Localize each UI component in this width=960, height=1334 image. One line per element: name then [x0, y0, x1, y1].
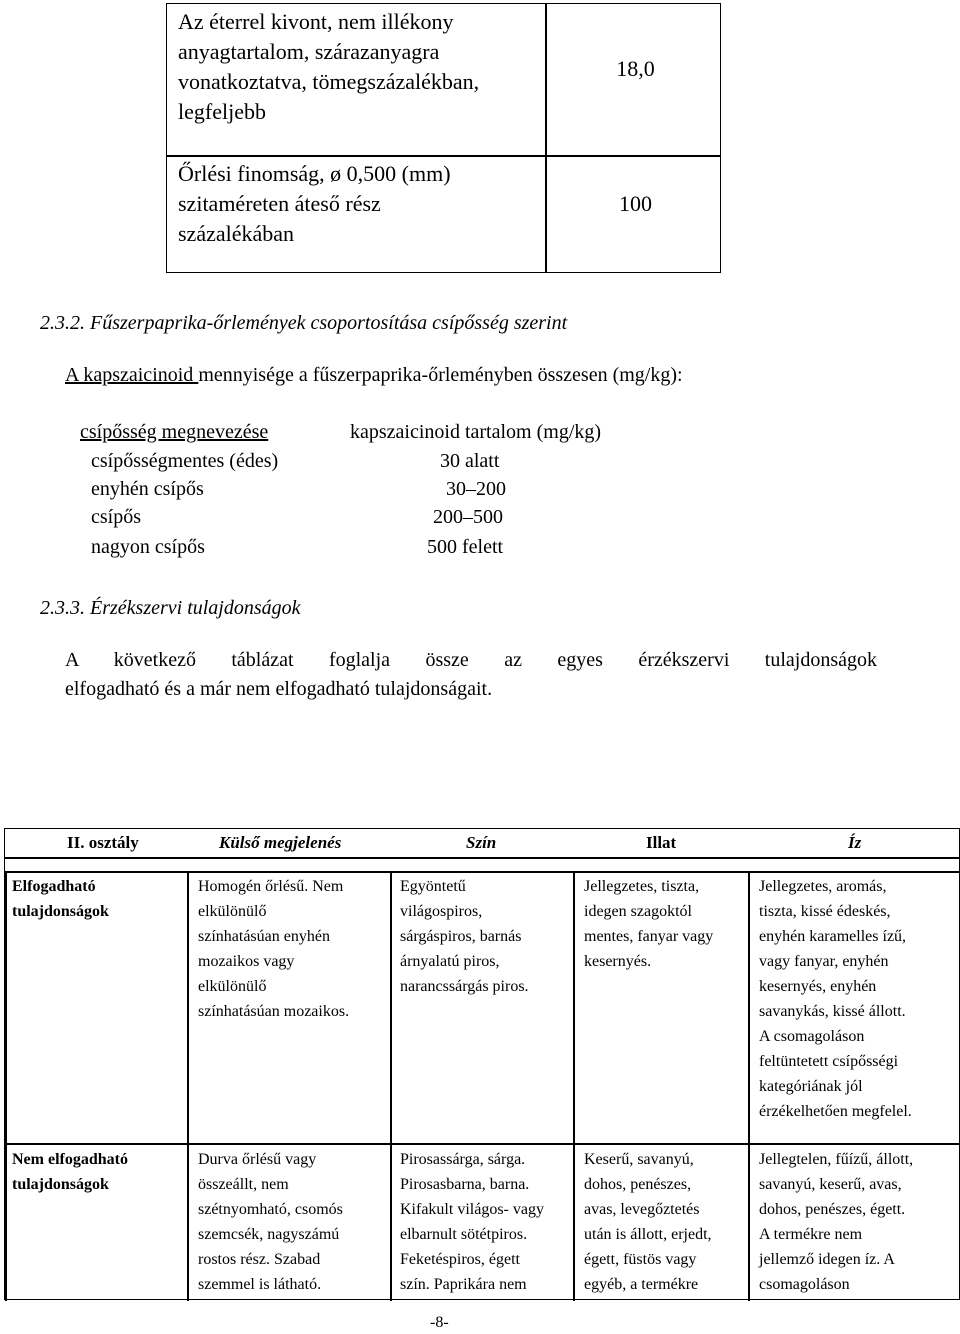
cell-line: után is állott, erjedt,	[584, 1226, 712, 1243]
table-divider	[748, 871, 750, 1301]
cell-line: színhatásúan mozaikos.	[198, 1003, 350, 1020]
intro-rest: mennyisége a fűszerpaprika-őrleményben összesen (mg/kg):	[198, 364, 683, 386]
cell-line: Durva őrlésű vagy	[198, 1151, 317, 1168]
page-number: -8-	[430, 1314, 449, 1331]
cell-line: csomagoláson	[759, 1276, 850, 1293]
cell-line: dohos, penészes, égett.	[759, 1201, 906, 1218]
cell-color	[400, 1147, 544, 1297]
grade-value: 30–200	[446, 478, 506, 500]
cell-line: árnyalatú piros,	[400, 953, 500, 970]
cell-line: összeállt, nem	[198, 1176, 289, 1193]
cell-line: szín. Paprikára nem	[400, 1276, 527, 1293]
cell-line: mozaikos vagy	[198, 953, 295, 970]
row-label-acceptable	[12, 874, 109, 924]
section-232-intro	[65, 364, 683, 387]
header-class: II. osztály	[67, 833, 139, 852]
cell-line: savanyú, keserű, avas,	[759, 1176, 902, 1193]
label-line: legfeljebb	[178, 99, 266, 124]
label-line: Nem elfogadható	[12, 1151, 128, 1168]
cell-line: érzékelhetően megfelel.	[759, 1103, 912, 1120]
cell-line: kesernyés, enyhén	[759, 978, 877, 995]
grade-value: 500 felett	[427, 536, 504, 558]
cell-line: Kifakult világos- vagy	[400, 1201, 544, 1218]
cell-line: szétnyomható, csomós	[198, 1201, 343, 1218]
cell-line: kategóriának jól	[759, 1078, 863, 1095]
cell-line: szemmel is látható.	[198, 1276, 322, 1293]
header-taste: Íz	[848, 833, 862, 852]
cell-line: Homogén őrlésű. Nem	[198, 878, 344, 895]
cell-line: feltüntetett csípősségi	[759, 1053, 899, 1070]
grade-name: csípős	[91, 506, 141, 528]
table-divider	[187, 871, 189, 1301]
grade-name: csípősségmentes (édes)	[91, 450, 279, 472]
table-divider	[5, 1143, 959, 1145]
cell-line: mentes, fanyar vagy	[584, 928, 714, 945]
cell-line: savanykás, kissé állott.	[759, 1003, 906, 1020]
cell-line: Jellegtelen, fűízű, állott,	[759, 1151, 914, 1168]
cell-smell	[584, 1147, 712, 1297]
table-divider	[5, 871, 7, 1301]
section-233-paragraph-line2: elfogadható és a már nem elfogadható tulajdonságait.	[65, 678, 493, 700]
cell-line: enyhén karamelles ízű,	[759, 928, 907, 945]
table-divider	[167, 155, 720, 157]
cell-line: Jellegzetes, aromás,	[759, 878, 887, 895]
row-label-not-acceptable	[12, 1147, 128, 1197]
row1-value: 18,0	[616, 56, 655, 81]
section-233-paragraph-line1: A következő táblázat foglalja össze az egyes érzékszervi tulajdonságok	[65, 649, 877, 671]
label-line: tulajdonságok	[12, 903, 109, 920]
table-divider	[573, 871, 575, 1301]
col-header-value: kapszaicinoid tartalom (mg/kg)	[350, 421, 602, 443]
cell-taste	[759, 1147, 913, 1297]
cell-appearance	[198, 874, 349, 1024]
row1-label	[178, 7, 479, 127]
cell-appearance	[198, 1147, 343, 1297]
table-divider	[545, 4, 547, 272]
cell-line: Jellegzetes, tiszta,	[584, 878, 700, 895]
cell-smell	[584, 874, 713, 974]
cell-line: kesernyés.	[584, 953, 652, 970]
cell-line: idegen szagoktól	[584, 903, 692, 920]
section-233-title: 2.3.3. Érzékszervi tulajdonságok	[40, 597, 301, 619]
section-232-title: 2.3.2. Fűszerpaprika-őrlemények csoportosítása csípősség szerint	[40, 312, 568, 334]
grade-name: nagyon csípős	[91, 536, 205, 558]
grade-value: 30 alatt	[440, 450, 500, 472]
grade-value: 200–500	[433, 506, 503, 528]
cell-line: tiszta, kissé édeskés,	[759, 903, 891, 920]
cell-line: világospiros,	[400, 903, 483, 920]
cell-line: egyéb, a termékre	[584, 1276, 699, 1293]
cell-line: A termékre nem	[759, 1226, 863, 1243]
header-smell: Illat	[646, 833, 677, 852]
label-line: Elfogadható	[12, 878, 96, 895]
table-divider	[390, 871, 392, 1301]
label-line: anyagtartalom, szárazanyagra	[178, 39, 440, 64]
cell-line: sárgáspiros, barnás	[400, 928, 522, 945]
row2-label	[178, 159, 451, 249]
cell-line: Pirosasbarna, barna.	[400, 1176, 530, 1193]
sensory-table	[4, 828, 960, 1300]
cell-line: elkülönülő	[198, 978, 267, 995]
cell-line: szemcsék, nagyszámú	[198, 1226, 340, 1243]
table-divider	[5, 871, 959, 873]
cell-line: A csomagoláson	[759, 1028, 865, 1045]
cell-line: dohos, penészes,	[584, 1176, 692, 1193]
header-appearance: Külső megjelenés	[219, 833, 342, 852]
cell-taste	[759, 874, 912, 1124]
cell-color	[400, 874, 529, 999]
label-line: Őrlési finomság, ø 0,500 (mm)	[178, 161, 451, 186]
cell-line: Keserű, savanyú,	[584, 1151, 694, 1168]
cell-line: Pirosassárga, sárga.	[400, 1151, 526, 1168]
cell-line: elbarnult sötétpiros.	[400, 1226, 528, 1243]
cell-line: Feketéspiros, égett	[400, 1251, 520, 1268]
cell-line: rostos rész. Szabad	[198, 1251, 321, 1268]
intro-underlined: A kapszaicinoid	[65, 364, 199, 386]
cell-line: elkülönülő	[198, 903, 267, 920]
table-divider	[5, 857, 959, 859]
cell-line: színhatásúan enyhén	[198, 928, 330, 945]
label-line: szitaméreten áteső rész	[178, 191, 381, 216]
cell-line: égett, füstös vagy	[584, 1251, 697, 1268]
label-line: százalékában	[178, 221, 295, 246]
cell-line: avas, levegőztetés	[584, 1201, 700, 1218]
cell-line: Egyöntetű	[400, 878, 466, 895]
label-line: vonatkoztatva, tömegszázalékban,	[178, 69, 480, 94]
cell-line: vagy fanyar, enyhén	[759, 953, 889, 970]
grade-name: enyhén csípős	[91, 478, 204, 500]
cell-line: jellemző idegen íz. A	[759, 1251, 895, 1268]
label-line: Az éterrel kivont, nem illékony	[178, 9, 454, 34]
label-line: tulajdonságok	[12, 1176, 109, 1193]
col-header-name: csípősség megnevezése	[80, 421, 269, 443]
header-color: Szín	[466, 833, 497, 852]
cell-line: narancssárgás piros.	[400, 978, 529, 995]
row2-value: 100	[619, 191, 652, 216]
top-table	[166, 3, 721, 273]
